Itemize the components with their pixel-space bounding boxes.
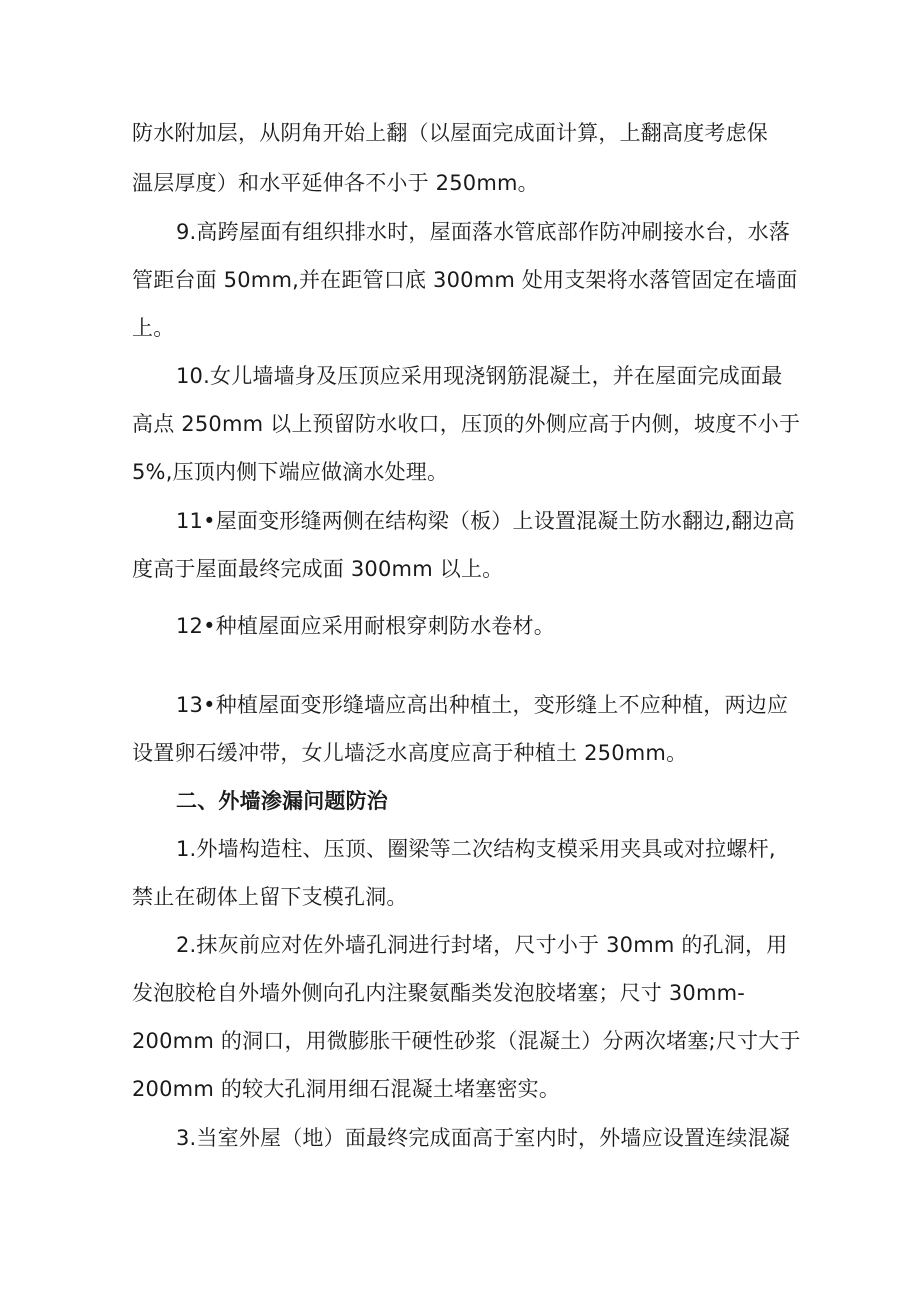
- paragraph-line: 防水附加层，从阴角开始上翻（以屋面完成面计算，上翻高度考虑保: [132, 121, 768, 145]
- paragraph-line: 200mm 的洞口，用微膨胀干硬性砂浆（混凝土）分两次堵塞;尺寸大于: [132, 1029, 801, 1053]
- paragraph-line: 11•屋面变形缝两侧在结构梁（板）上设置混凝土防水翻边,翻边高: [176, 509, 795, 533]
- paragraph-line: 200mm 的较大孔洞用细石混凝土堵塞密实。: [132, 1077, 561, 1101]
- paragraph-line: 禁止在砌体上留下支模孔洞。: [132, 885, 408, 909]
- paragraph-line: 设置卵石缓冲带，女儿墙泛水高度应高于种植土 250mm。: [132, 741, 688, 765]
- paragraph-line: 度高于屋面最终完成面 300mm 以上。: [132, 557, 504, 581]
- paragraph-line: 5%,压顶内侧下端应做滴水处理。: [132, 460, 449, 484]
- paragraph-line: 3.当室外屋（地）面最终完成面高于室内时，外墙应设置连续混凝: [176, 1126, 791, 1150]
- paragraph-line: 温层厚度）和水平延伸各不小于 250mm。: [132, 171, 539, 195]
- paragraph-line: 13•种植屋面变形缝墙应高出种植土，变形缝上不应种植，两边应: [176, 693, 789, 717]
- paragraph-line: 9.高跨屋面有组织排水时，屋面落水管底部作防冲刷接水台，水落: [176, 220, 791, 244]
- paragraph-line: 10.女儿墙墙身及压顶应采用现浇钢筋混凝土，并在屋面完成面最: [176, 364, 783, 388]
- paragraph-line: 高点 250mm 以上预留防水收口，压顶的外侧应高于内侧，坡度不小于: [132, 412, 801, 436]
- paragraph-line: 1.外墙构造柱、压顶、圈梁等二次结构支模采用夹具或对拉螺杆,: [176, 837, 776, 861]
- paragraph-line: 发泡胶枪自外墙外侧向孔内注聚氨酯类发泡胶堵塞；尺寸 30mm-: [132, 981, 746, 1005]
- section-heading: 二、外墙渗漏问题防治: [176, 789, 388, 813]
- paragraph-line: 2.抹灰前应对佐外墙孔洞进行封堵，尺寸小于 30mm 的孔洞，用: [176, 933, 788, 957]
- paragraph-line: 12•种植屋面应采用耐根穿刺防水卷材。: [176, 614, 555, 638]
- paragraph-line: 管距台面 50mm,并在距管口底 300mm 处用支架将水落管固定在墙面: [132, 268, 798, 292]
- paragraph-line: 上。: [132, 316, 175, 340]
